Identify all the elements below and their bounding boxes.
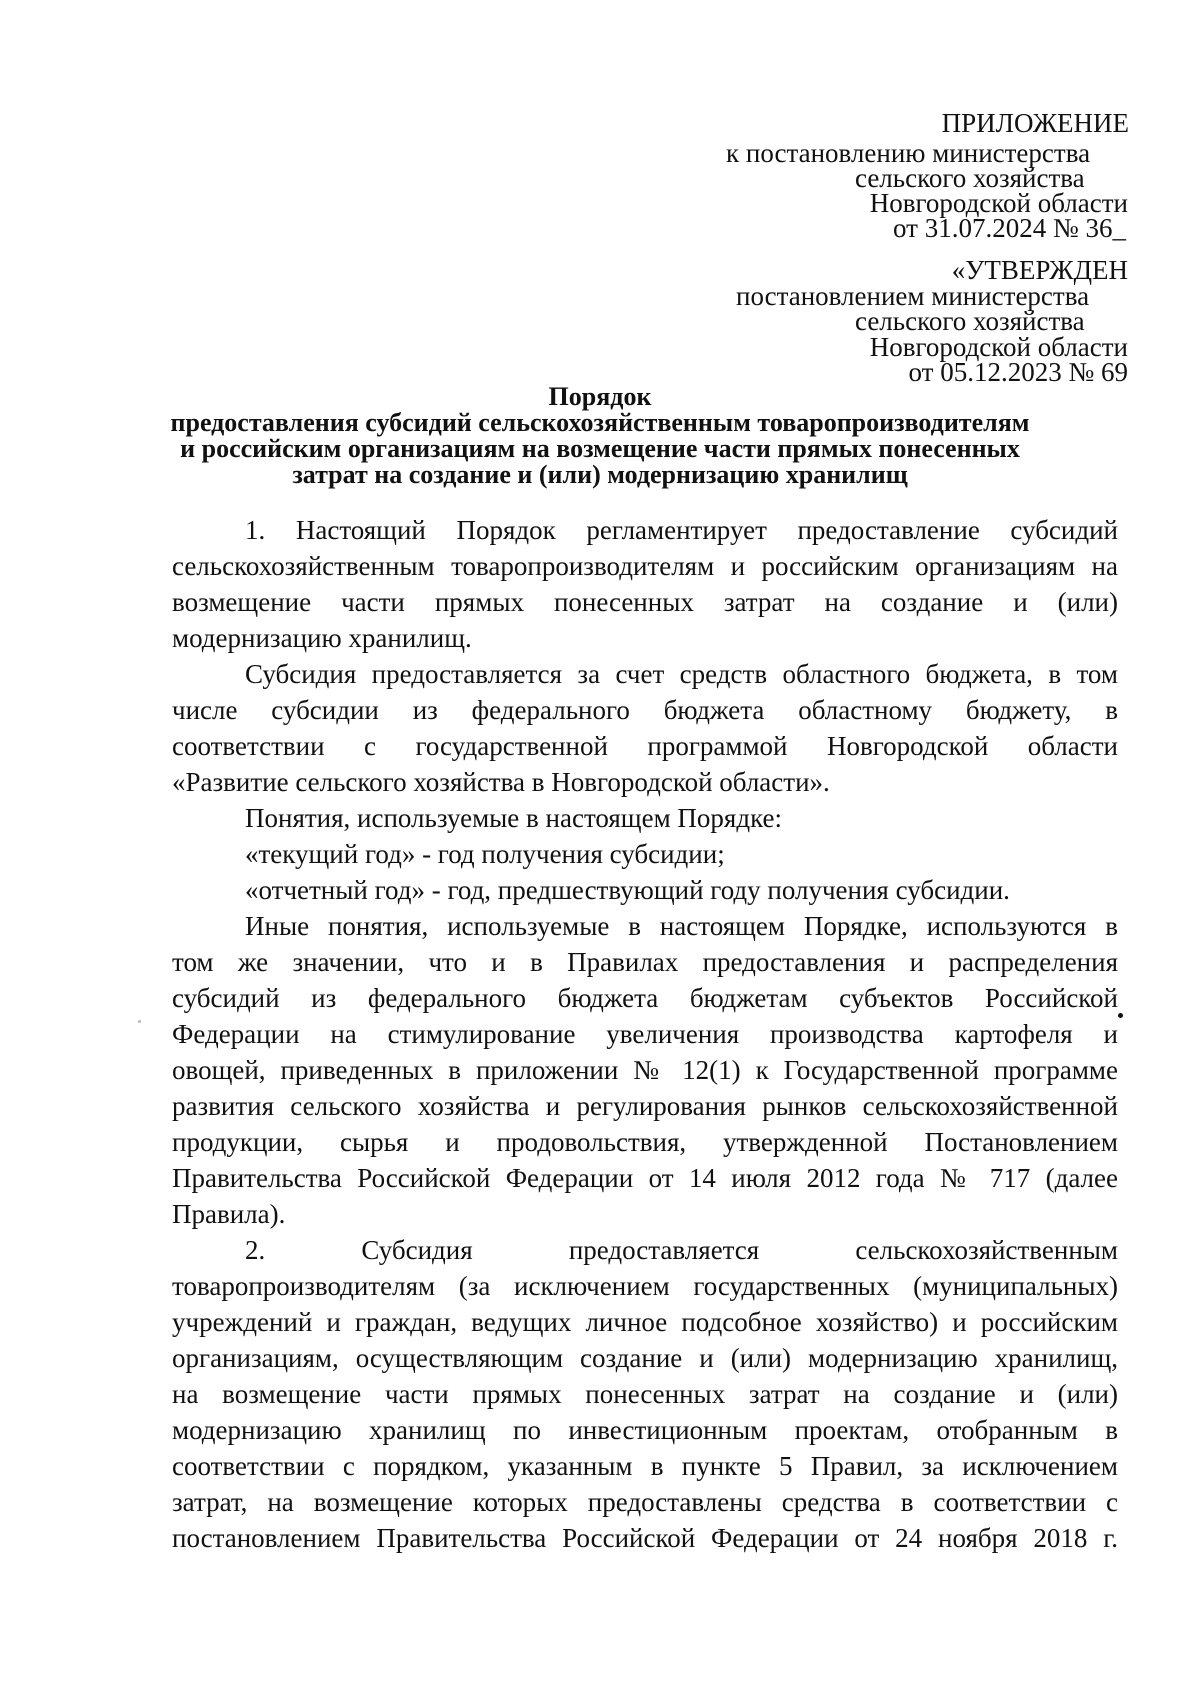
appendix-line-2: сельского хозяйства: [855, 163, 1085, 193]
body-line: модернизацию хранилищ.: [172, 623, 472, 653]
body-line: том же значении, что и в Правилах предоставления и распределения: [172, 947, 1118, 977]
body-line: продукции, сырья и продовольствия, утвержденной Постановлением: [172, 1127, 1118, 1157]
approved-line-3: Новгородской области: [869, 332, 1128, 362]
body-line: Понятия, используемые в настоящем Порядке:: [245, 803, 782, 833]
appendix-title: ПРИЛОЖЕНИЕ: [941, 108, 1129, 138]
body-line: «Развитие сельского хозяйства в Новгородской области».: [172, 767, 830, 797]
body-line: числе субсидии из федерального бюджета областному бюджету, в: [172, 695, 1118, 725]
approved-line-1: постановлением министерства: [736, 281, 1090, 311]
appendix-line-3: Новгородской области: [869, 188, 1128, 218]
body-line: сельскохозяйственным товаропроизводителям и российским организациям на: [172, 551, 1118, 581]
document-subtitle-line-2: и российским организациям на возмещение части прямых понесенных: [180, 434, 1020, 463]
body-line: развития сельского хозяйства и регулирования рынков сельскохозяйственной: [172, 1091, 1118, 1121]
body-line: Иные понятия, используемые в настоящем Порядке, используются в: [245, 911, 1118, 941]
body-line: «текущий год» - год получения субсидии;: [245, 839, 725, 869]
body-line: Правила).: [172, 1199, 286, 1229]
appendix-line-4: от 31.07.2024 № 36_: [893, 213, 1126, 243]
body-line: модернизацию хранилищ по инвестиционным проектам, отобранным в: [172, 1415, 1118, 1445]
body-line: овощей, приведенных в приложении № 12(1) к Государственной программе: [172, 1055, 1118, 1085]
document-subtitle-line-1: предоставления субсидий сельскохозяйственным товаропроизводителям: [170, 408, 1030, 437]
body-line: Субсидия предоставляется за счет средств областного бюджета, в том: [245, 659, 1118, 689]
document-title: Порядок: [548, 382, 652, 411]
body-line: соответствии с порядком, указанным в пункте 5 Правил, за исключением: [172, 1451, 1118, 1481]
approved-title: «УТВЕРЖДЕН: [951, 255, 1128, 285]
body-line: на возмещение части прямых понесенных затрат на создание и (или): [172, 1379, 1118, 1409]
scan-dot: [1118, 1013, 1123, 1018]
scan-speck: [138, 1020, 141, 1023]
body-line: организациям, осуществляющим создание и (или) модернизацию хранилищ,: [172, 1343, 1118, 1373]
approved-line-2: сельского хозяйства: [855, 306, 1085, 336]
body-line: 2. Субсидия предоставляется сельскохозяйственным: [245, 1235, 1118, 1265]
body-line: субсидий из федерального бюджета бюджетам субъектов Российской: [172, 983, 1118, 1013]
approved-line-4: от 05.12.2023 № 69: [908, 357, 1128, 387]
body-line: затрат, на возмещение которых предоставлены средства в соответствии с: [172, 1487, 1118, 1517]
body-line: «отчетный год» - год, предшествующий году получения субсидии.: [245, 875, 1010, 905]
body-line: учреждений и граждан, ведущих личное подсобное хозяйство) и российским: [172, 1307, 1118, 1337]
body-line: постановлением Правительства Российской Федерации от 24 ноября 2018 г.: [172, 1523, 1118, 1553]
body-line: товаропроизводителям (за исключением государственных (муниципальных): [172, 1271, 1118, 1301]
body-line: возмещение части прямых понесенных затрат на создание и (или): [172, 587, 1118, 617]
body-line: соответствии с государственной программой Новгородской области: [172, 731, 1118, 761]
document-subtitle-line-3: затрат на создание и (или) модернизацию хранилищ: [292, 460, 908, 489]
body-line: Правительства Российской Федерации от 14 июля 2012 года № 717 (далее: [172, 1163, 1118, 1193]
body-line: Федерации на стимулирование увеличения производства картофеля и: [172, 1019, 1118, 1049]
appendix-line-1: к постановлению министерства: [726, 138, 1091, 168]
body-line: 1. Настоящий Порядок регламентирует предоставление субсидий: [245, 515, 1118, 545]
